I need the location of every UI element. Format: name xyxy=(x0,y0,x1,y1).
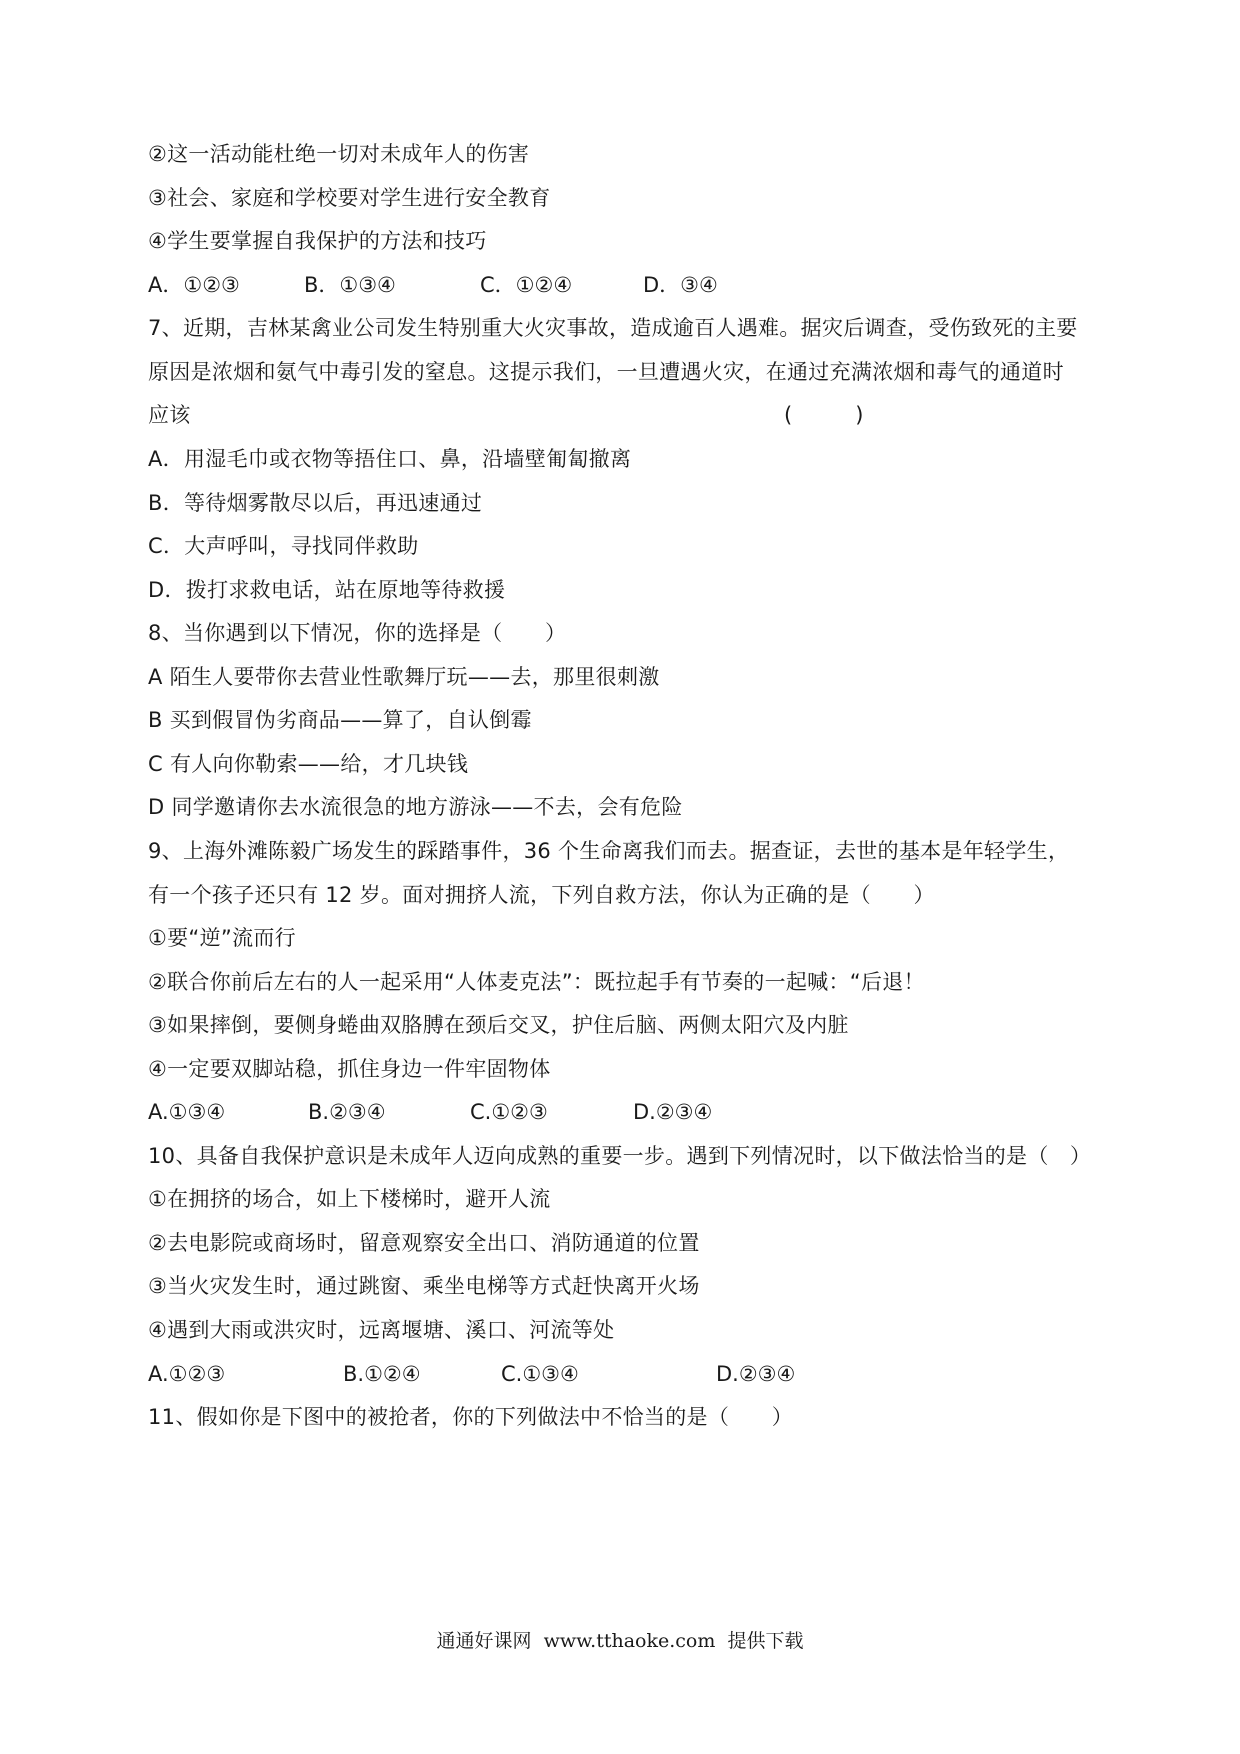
q10-option-c: C.①③④ xyxy=(501,1362,579,1386)
q10-statement-2: ②去电影院或商场时，留意观察安全出口、消防通道的位置 xyxy=(148,1231,700,1255)
q9-stem-line-1: 9、上海外滩陈毅广场发生的踩踏事件，36 个生命离我们而去。据查证，去世的基本是年轻学生， xyxy=(148,839,1070,863)
q7-option-c: C．大声呼叫，寻找同伴救助 xyxy=(148,534,419,558)
q10-option-b: B.①②④ xyxy=(343,1362,421,1386)
q8-option-a: A 陌生人要带你去营业性歌舞厅玩——去，那里很刺激 xyxy=(148,665,660,689)
page-footer: 通通好课网 www.tthaoke.com 提供下载 xyxy=(436,1630,804,1652)
q10-statement-1: ①在拥挤的场合，如上下楼梯时，避开人流 xyxy=(148,1187,551,1211)
q10-option-d: D.②③④ xyxy=(716,1362,796,1386)
q10-statement-3: ③当火灾发生时，通过跳窗、乘坐电梯等方式赶快离开火场 xyxy=(148,1274,700,1298)
q7-stem-line-1: 7、近期，吉林某禽业公司发生特别重大火灾事故，造成逾百人遇难。据灾后调查，受伤致死的主要 xyxy=(148,316,1078,340)
q6-option-a: A．①②③ xyxy=(148,273,240,297)
q9-option-c: C.①②③ xyxy=(470,1100,548,1124)
q6-option-b: B．①③④ xyxy=(304,273,396,297)
q6-statement-3: ③社会、家庭和学校要对学生进行安全教育 xyxy=(148,186,551,210)
q6-option-d: D．③④ xyxy=(643,273,718,297)
q9-options xyxy=(148,1098,748,1126)
q7-option-a: A．用湿毛巾或衣物等捂住口、鼻，沿墙壁匍匐撤离 xyxy=(148,447,632,471)
q9-statement-1: ①要“逆”流而行 xyxy=(148,926,296,950)
q9-statement-4: ④一定要双脚站稳，抓住身边一件牢固物体 xyxy=(148,1057,551,1081)
q6-options xyxy=(148,271,748,299)
q10-statement-4: ④遇到大雨或洪灾时，远离堰塘、溪口、河流等处 xyxy=(148,1318,615,1342)
q9-stem-line-2: 有一个孩子还只有 12 岁。面对拥挤人流，下列自救方法，你认为正确的是（ ） xyxy=(148,883,935,907)
q8-option-b: B 买到假冒伪劣商品——算了，自认倒霉 xyxy=(148,708,532,732)
q6-option-c: C．①②④ xyxy=(480,273,573,297)
q10-option-a: A.①②③ xyxy=(148,1362,226,1386)
q7-answer-paren: ( ) xyxy=(784,403,864,427)
q9-statement-3: ③如果摔倒，要侧身蜷曲双胳膊在颈后交叉，护住后脑、两侧太阳穴及内脏 xyxy=(148,1013,849,1037)
q7-option-d: D．拨打求救电话，站在原地等待救援 xyxy=(148,578,506,602)
q9-option-d: D.②③④ xyxy=(633,1100,713,1124)
q6-statement-2: ②这一活动能杜绝一切对未成年人的伤害 xyxy=(148,142,530,166)
q7-stem-line-2: 原因是浓烟和氨气中毒引发的窒息。这提示我们，一旦遭遇火灾，在通过充满浓烟和毒气的通道时 xyxy=(148,360,1064,384)
q10-options xyxy=(148,1360,848,1388)
q8-stem: 8、当你遇到以下情况，你的选择是（ ） xyxy=(148,621,567,645)
q9-option-a: A.①③④ xyxy=(148,1100,226,1124)
q7-option-b: B．等待烟雾散尽以后，再迅速通过 xyxy=(148,491,483,515)
q6-statement-4: ④学生要掌握自我保护的方法和技巧 xyxy=(148,229,487,253)
q8-option-d: D 同学邀请你去水流很急的地方游泳——不去，会有危险 xyxy=(148,795,683,819)
q8-option-c: C 有人向你勒索——给，才几块钱 xyxy=(148,752,469,776)
q10-stem: 10、具备自我保护意识是未成年人迈向成熟的重要一步。遇到下列情况时，以下做法恰当的是（ ） xyxy=(148,1144,1092,1168)
q9-statement-2: ②联合你前后左右的人一起采用“人体麦克法”：既拉起手有节奏的一起喊：“后退！ xyxy=(148,970,925,994)
q11-stem: 11、假如你是下图中的被抢者，你的下列做法中不恰当的是（ ） xyxy=(148,1405,794,1429)
q7-stem-line-3: 应该 xyxy=(148,403,191,427)
q9-option-b: B.②③④ xyxy=(308,1100,386,1124)
